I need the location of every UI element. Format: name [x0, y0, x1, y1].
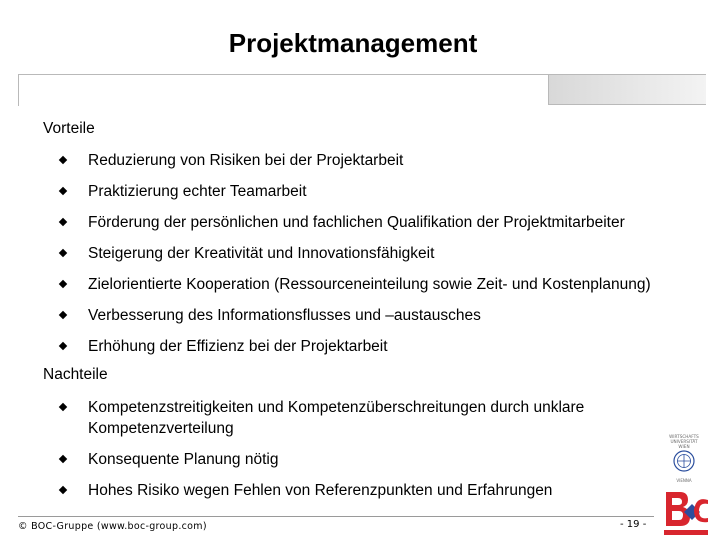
- diamond-bullet-icon: [59, 311, 67, 319]
- boc-brand-icon: [662, 490, 710, 538]
- advantages-heading: Vorteile: [43, 120, 95, 137]
- frame-divider-bottom: [548, 104, 706, 105]
- footer-divider: [18, 516, 654, 517]
- boc-logo: [662, 490, 710, 538]
- slide-title: Projektmanagement: [228, 28, 478, 58]
- diamond-bullet-icon: [59, 249, 67, 257]
- frame-divider: [548, 75, 549, 105]
- frame-left-line: [18, 74, 19, 106]
- diamond-bullet-icon: [59, 187, 67, 195]
- svg-text:WIRTSCHAFTS: WIRTSCHAFTS: [669, 434, 699, 439]
- diamond-bullet-icon: [59, 280, 67, 288]
- diamond-bullet-icon: [59, 342, 67, 350]
- diamond-bullet-icon: [59, 403, 67, 411]
- diamond-bullet-icon: [59, 486, 67, 494]
- svg-text:VIENNA: VIENNA: [676, 478, 692, 483]
- footer-copyright: © BOC-Gruppe (www.boc-group.com): [18, 521, 207, 532]
- diamond-bullet-icon: [59, 455, 67, 463]
- frame-header-shadow: [548, 75, 706, 105]
- page-number: - 19 -: [620, 519, 647, 530]
- svg-text:UNIVERSITÄT: UNIVERSITÄT: [670, 439, 698, 444]
- svg-text:WIEN: WIEN: [678, 444, 690, 449]
- diamond-bullet-icon: [59, 156, 67, 164]
- disadvantages-heading: Nachteile: [43, 366, 108, 383]
- diamond-bullet-icon: [59, 218, 67, 226]
